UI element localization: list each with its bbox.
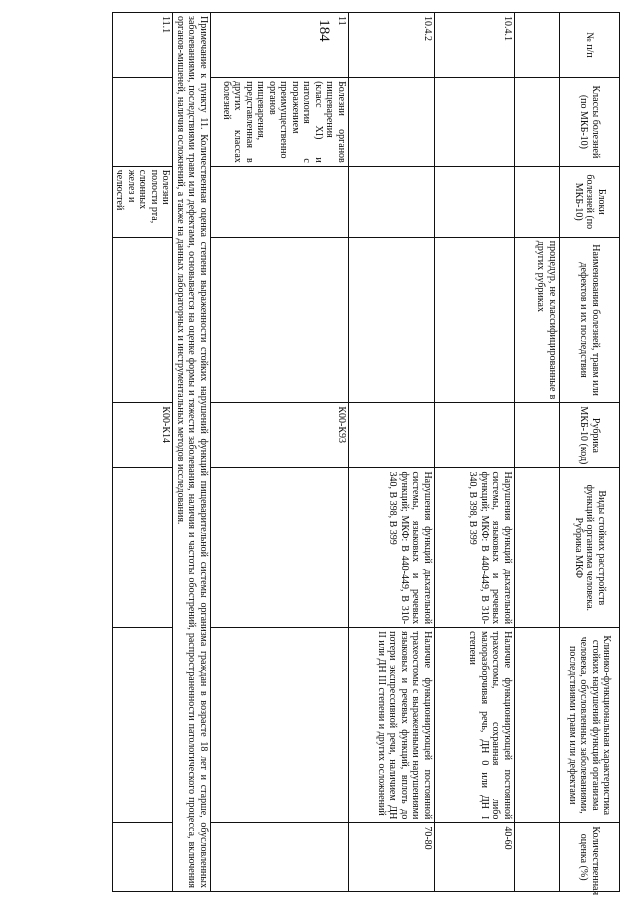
header-score: Количественная оценка (%) (560, 823, 620, 892)
cell-types (113, 468, 174, 628)
header-classes: Классы болезней (по МКБ-10) (560, 78, 620, 167)
cell-score (113, 823, 174, 892)
cell-num: 10.4.2 (349, 13, 435, 78)
page-number: 184 (315, 19, 332, 42)
table-row (349, 13, 435, 892)
cell-score (211, 823, 349, 892)
cell-names (113, 237, 174, 403)
table-row (113, 13, 174, 892)
cell-rubric: К00-К93 (211, 403, 349, 468)
note-text: Примечание к пункту 11. Количественная оценка степени выраженности стойких нарушений функций пищеварительной системы организма граждан в возрасте 18 лет и старше, обусловленных заболеваниями, последствиями травм или дефектами, основывается на оценке формы и тяжести заболевания, наличия и частоты обострений, распространенности патологического процесса, включения органов-мишеней, наличия осложнений, а также на данных лабораторных и инструментальных методов исследования. (173, 13, 211, 892)
cell-score: 40-60 (435, 823, 515, 892)
cell-classes (515, 78, 560, 167)
cell-score: 70-80 (349, 823, 435, 892)
header-row (560, 13, 620, 892)
note-row (173, 13, 211, 892)
cell-clinical (211, 628, 349, 823)
cell-names (349, 237, 435, 403)
cell-score (515, 823, 560, 892)
cell-types (515, 468, 560, 628)
cell-blocks (515, 166, 560, 237)
table-row (435, 13, 515, 892)
header-names: Наименования болезней, травм или дефектов и их последствия (560, 237, 620, 403)
header-rubric: Рубрика МКБ-10 (код) (560, 403, 620, 468)
cell-num: 11 (211, 13, 349, 78)
cell-names: процедур, не классифицированные в других рубриках (515, 237, 560, 403)
header-num: № п/п (560, 13, 620, 78)
header-blocks: Блоки болезней (по МКБ-10) (560, 166, 620, 237)
cell-blocks (349, 166, 435, 237)
header-clinical: Клинико-функциональная характеристика стойких нарушений функций организма человека, обусловленных заболеваниями, последствиями травм или дефектами (560, 628, 620, 823)
cell-classes (349, 78, 435, 167)
cell-blocks (211, 166, 349, 237)
cell-names (211, 237, 349, 403)
cell-clinical: Наличие функционирующей постоянной трахеостомы с выраженными нарушениями языковых и речевых функций, вплоть до потери экспрессивной речи, наличием ДН II или ДН III степени и других осложнений (349, 628, 435, 823)
cell-clinical (113, 628, 174, 823)
cell-rubric (349, 403, 435, 468)
header-types: Виды стойких расстройств функций организма человека. Рубрика МКФ (560, 468, 620, 628)
cell-rubric (435, 403, 515, 468)
cell-blocks: Болезни полости рта, слюнных желез и челюстей (113, 166, 174, 237)
table-row (211, 13, 349, 892)
cell-num: 10.4.1 (435, 13, 515, 78)
cell-classes (113, 78, 174, 167)
cell-names (435, 237, 515, 403)
disability-criteria-table (112, 12, 620, 896)
cell-rubric: К00-К14 (113, 403, 174, 468)
cell-num: 11.1 (113, 13, 174, 78)
cell-clinical: Наличие функционирующей постоянной трахеостомы, сохранная либо малоразборчивая речь, ДН 0 или ДН I степени (435, 628, 515, 823)
cell-types: Нарушения функций дыхательной системы, языковых и речевых функций; МКФ: В 440-449, В 310-340, В 398, В 399 (349, 468, 435, 628)
cell-rubric (515, 403, 560, 468)
cell-types (211, 468, 349, 628)
cell-classes (435, 78, 515, 167)
cell-clinical (515, 628, 560, 823)
cell-num (515, 13, 560, 78)
document-table-container (60, 12, 620, 896)
cell-classes: Болезни органов пищеварения (класс XI) и патология с поражением преимущественно органов пищеварения, представленная в других классах болезней (211, 78, 349, 167)
cell-blocks (435, 166, 515, 237)
cell-types: Нарушения функций дыхательной системы, языковых и речевых функций; МКФ: В 440-449, В 310-340, В 398, В 399 (435, 468, 515, 628)
table-row (515, 13, 560, 892)
